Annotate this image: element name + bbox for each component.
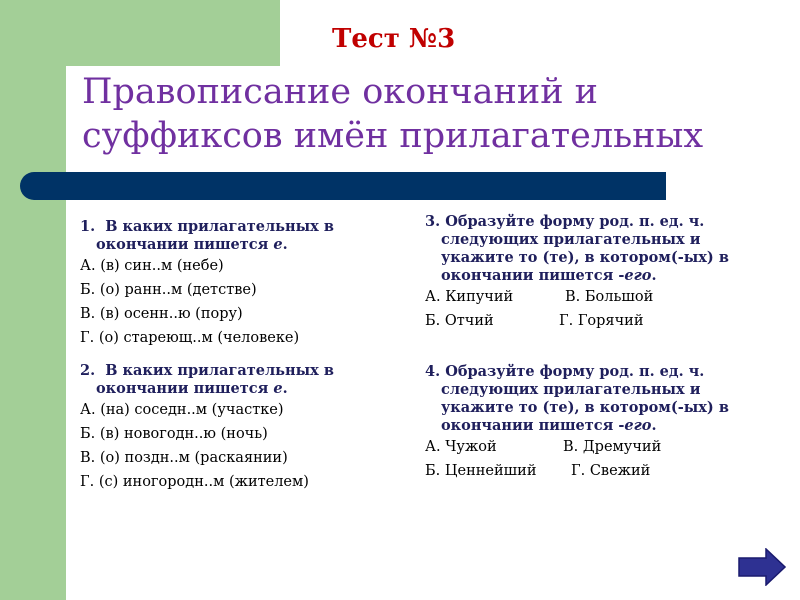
question-3-suffix: . xyxy=(651,267,657,284)
question-4-option-a: А. Чужой xyxy=(425,439,497,455)
right-column xyxy=(425,213,755,483)
question-4 xyxy=(425,363,755,435)
question-2 xyxy=(80,362,380,398)
title-underline-bar xyxy=(20,172,666,200)
test-number-label: Тест №3 xyxy=(332,24,456,54)
next-slide-button[interactable] xyxy=(738,548,786,586)
question-1-text: В каких прилагательных в окончании пишется xyxy=(96,218,334,253)
question-3-option-a: А. Кипучий xyxy=(425,289,514,305)
left-column xyxy=(80,218,380,494)
question-2-option-c: В. (о) поздн..м (раскаянии) xyxy=(80,450,288,466)
question-3-options-row-1 xyxy=(425,285,755,309)
question-4-suffix: . xyxy=(651,417,657,434)
question-3 xyxy=(425,213,755,285)
question-2-emphasis: е xyxy=(273,380,283,397)
question-3-options-row-2 xyxy=(425,309,755,333)
right-arrow-icon xyxy=(738,548,786,586)
question-1-option-c: В. (в) осенн..ю (пору) xyxy=(80,306,243,322)
question-2-suffix: . xyxy=(282,380,288,397)
question-3-option-b: Б. Отчий xyxy=(425,313,494,329)
question-3-option-c: В. Большой xyxy=(565,289,654,305)
left-decor-band xyxy=(0,0,66,600)
question-1 xyxy=(80,218,380,254)
question-4-option-d: Г. Свежий xyxy=(571,463,651,479)
question-4-options-row-1 xyxy=(425,435,755,459)
question-1-option-a: А. (в) син..м (небе) xyxy=(80,258,224,274)
question-1-emphasis: е xyxy=(273,236,283,253)
slide-title xyxy=(82,70,742,158)
slide-title-line-1: Правописание окончаний и xyxy=(82,72,598,112)
top-decor-band xyxy=(0,0,280,66)
question-2-option-a: А. (на) соседн..м (участке) xyxy=(80,402,284,418)
question-2-number: 2. xyxy=(80,362,96,379)
question-4-number: 4. xyxy=(425,363,441,380)
question-4-options-row-2 xyxy=(425,459,755,483)
question-3-number: 3. xyxy=(425,213,441,230)
question-4-text: Образуйте форму род. п. ед. ч. следующих прилагательных и укажите то (те), в котором(-ых) в окончании пишется - xyxy=(441,363,729,434)
question-1-option-d: Г. (о) стареющ..м (человеке) xyxy=(80,330,300,346)
slide-title-line-2: суффиксов имён прилагательных xyxy=(82,116,704,156)
question-4-option-c: В. Дремучий xyxy=(563,439,662,455)
question-1-option-b: Б. (о) ранн..м (детстве) xyxy=(80,282,257,298)
question-4-emphasis: его xyxy=(624,417,652,434)
question-2-option-d: Г. (с) иногородн..м (жителем) xyxy=(80,474,309,490)
question-3-emphasis: его xyxy=(624,267,652,284)
question-3-option-d: Г. Горячий xyxy=(559,313,644,329)
question-4-option-b: Б. Ценнейший xyxy=(425,463,537,479)
question-2-text: В каких прилагательных в окончании пишется xyxy=(96,362,334,397)
question-1-number: 1. xyxy=(80,218,96,235)
question-3-text: Образуйте форму род. п. ед. ч. следующих прилагательных и укажите то (те), в котором(-ых) в окончании пишется - xyxy=(441,213,729,284)
question-2-option-b: Б. (в) новогодн..ю (ночь) xyxy=(80,426,268,442)
question-1-suffix: . xyxy=(282,236,288,253)
